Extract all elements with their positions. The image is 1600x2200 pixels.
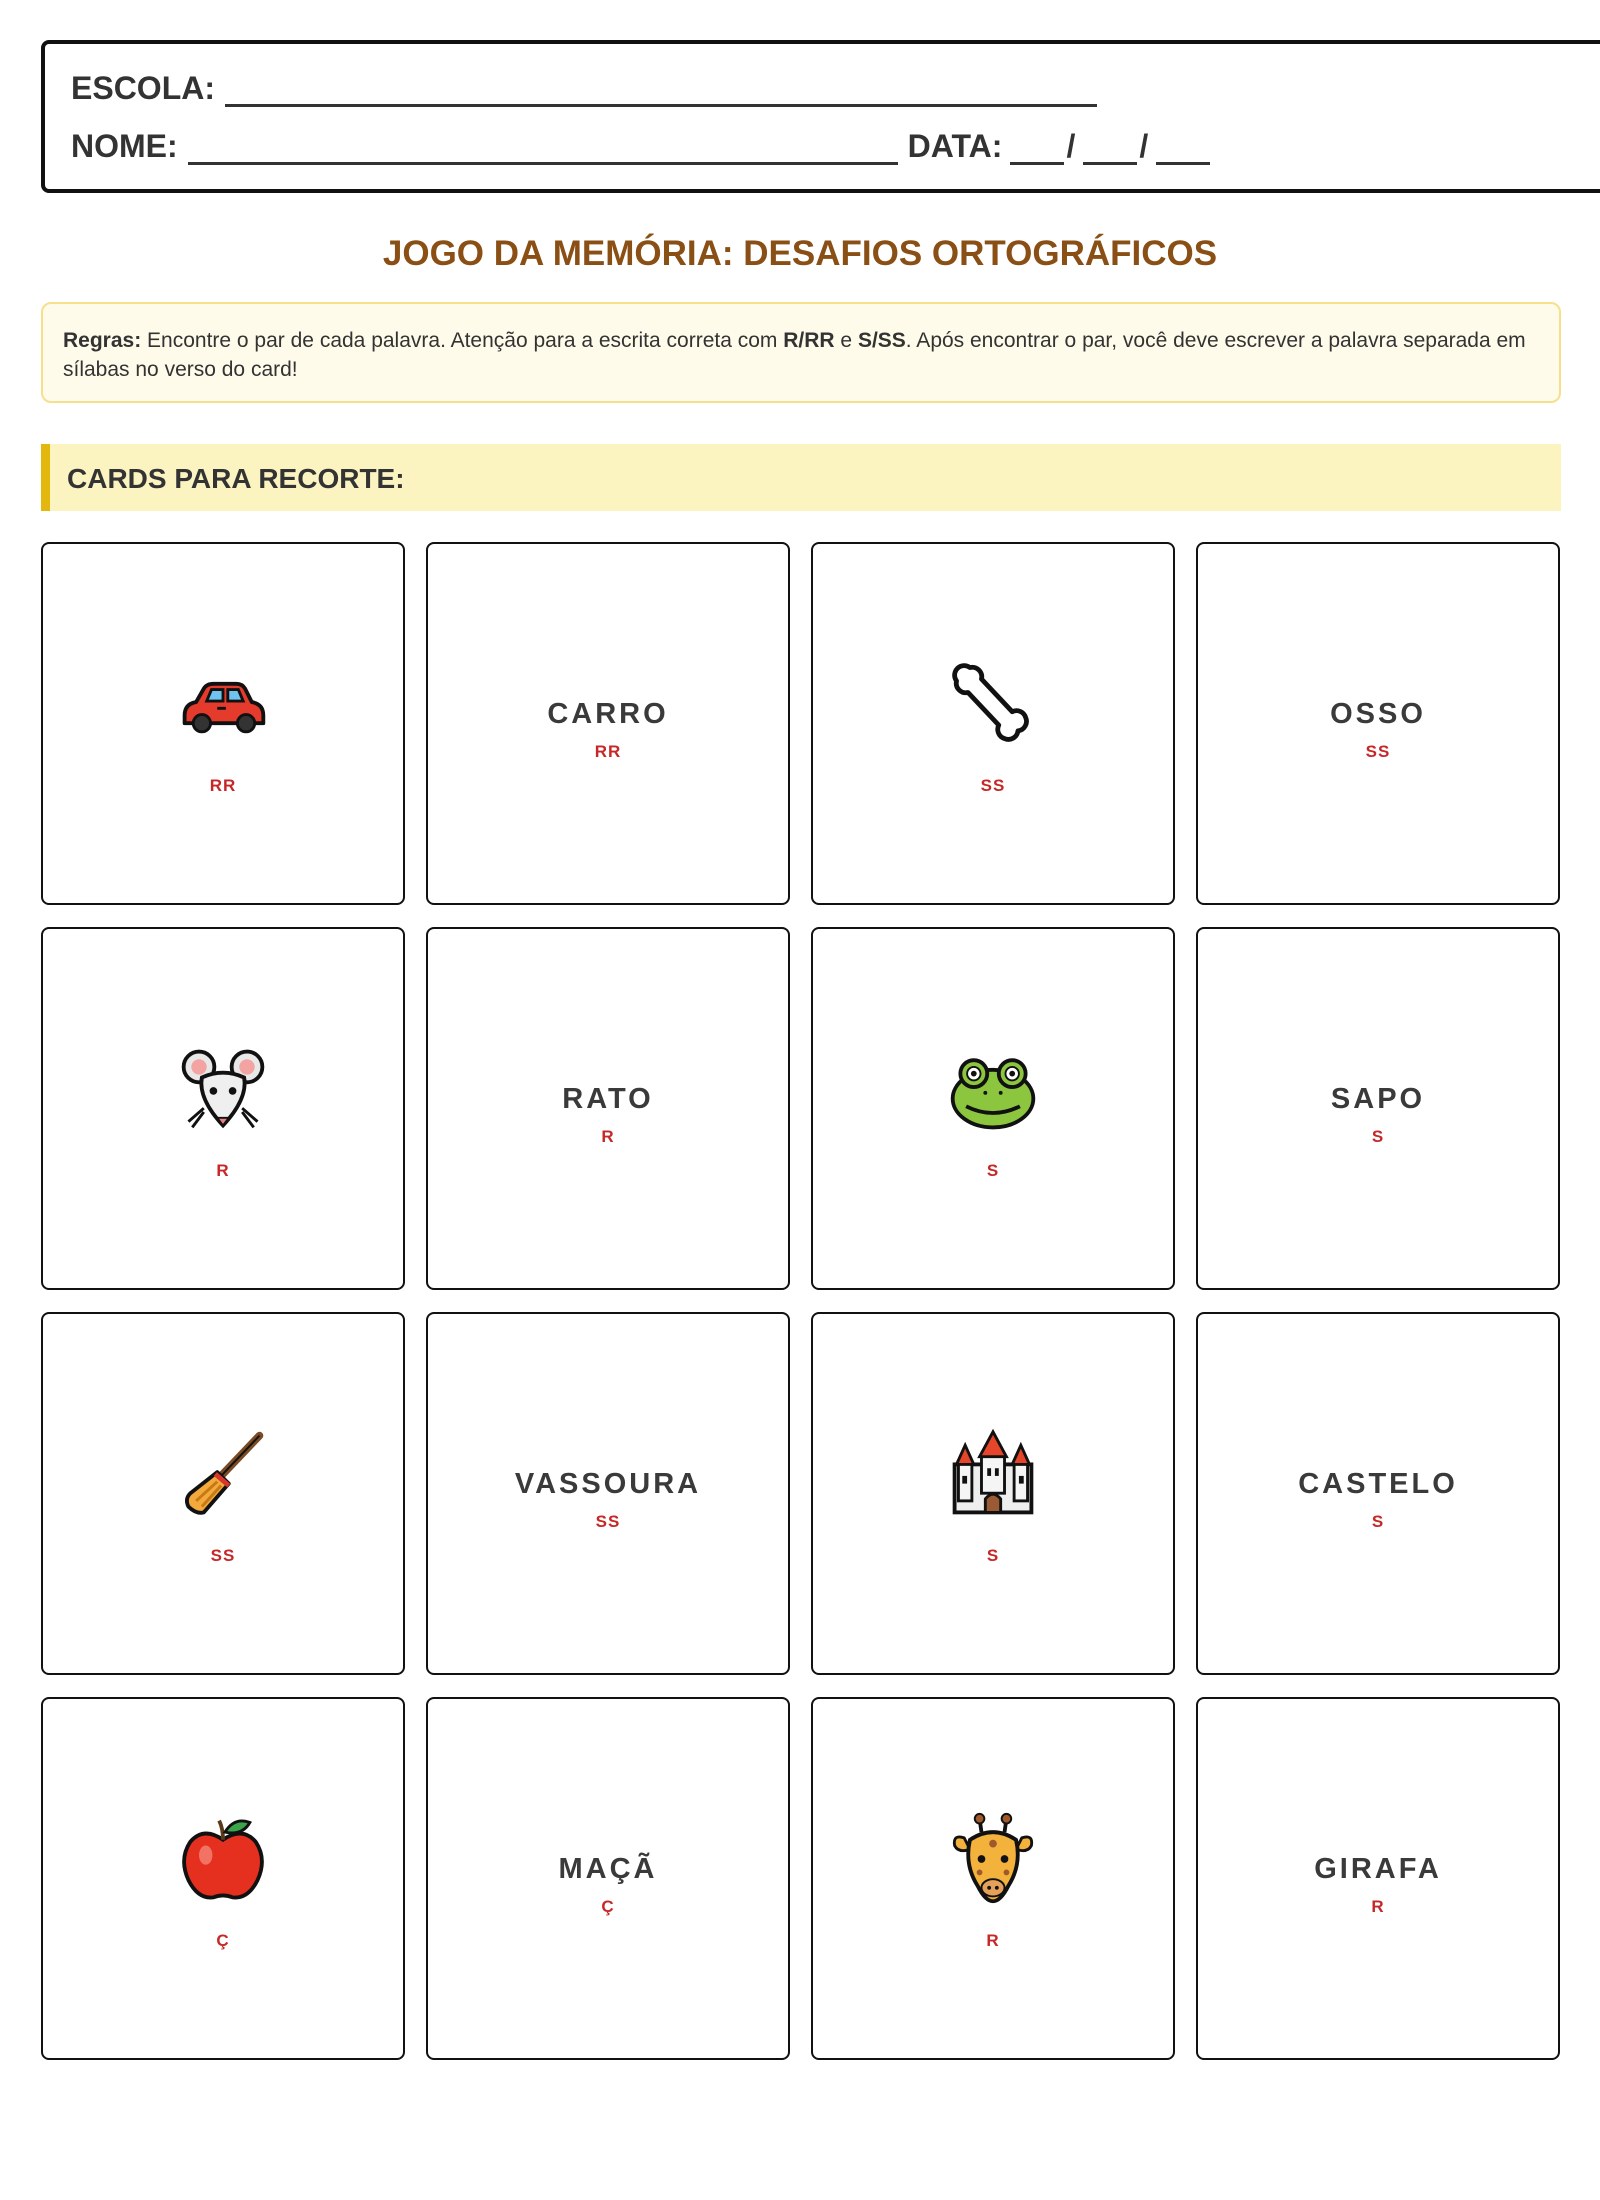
- data-label: DATA:: [907, 128, 1003, 164]
- word-card: [1196, 542, 1560, 905]
- rules-ss: S/SS: [857, 329, 906, 352]
- card-spelling-tag: RR: [209, 776, 237, 795]
- rules-and: e: [834, 329, 858, 352]
- card-spelling-tag: R: [216, 1161, 230, 1180]
- student-info-box: [41, 40, 1600, 193]
- nome-label: NOME:: [71, 128, 178, 164]
- date-year-blank: [1156, 132, 1210, 165]
- escola-label: ESCOLA:: [71, 70, 215, 106]
- picture-card: [41, 927, 405, 1290]
- card-spelling-tag: SS: [1365, 742, 1391, 761]
- word-card: [426, 927, 790, 1290]
- card-word: RATO: [562, 1083, 654, 1115]
- card-word: GIRAFA: [1314, 1853, 1442, 1885]
- nome-blank: [188, 132, 898, 165]
- escola-line: [71, 70, 1097, 107]
- word-card: [426, 542, 790, 905]
- picture-card: [811, 1312, 1175, 1675]
- card-spelling-tag: R: [601, 1127, 615, 1146]
- date-separator: /: [1139, 128, 1149, 164]
- card-spelling-tag: R: [1371, 1897, 1385, 1916]
- card-word: MAÇÃ: [558, 1853, 658, 1885]
- card-spelling-tag: R: [986, 1931, 1000, 1950]
- date-month-blank: [1083, 132, 1137, 165]
- card-spelling-tag: S: [986, 1161, 1000, 1180]
- date-day-blank: [1010, 132, 1064, 165]
- rules-box: [41, 302, 1561, 403]
- card-spelling-tag: Ç: [601, 1897, 615, 1916]
- card-spelling-tag: SS: [595, 1512, 621, 1531]
- section-header: [41, 444, 1561, 511]
- rules-rr: R/RR: [783, 329, 835, 352]
- picture-card: [41, 1697, 405, 2060]
- card-spelling-tag: S: [1371, 1512, 1385, 1531]
- rules-text: Encontre o par de cada palavra. Atenção para a escrita correta com: [141, 329, 784, 352]
- rules-label: Regras:: [63, 329, 142, 352]
- card-spelling-tag: S: [1371, 1127, 1385, 1146]
- page-title: JOGO DA MEMÓRIA: DESAFIOS ORTOGRÁFICOS: [382, 234, 1218, 273]
- card-spelling-tag: S: [986, 1546, 1000, 1565]
- word-card: [426, 1312, 790, 1675]
- picture-card: [811, 927, 1175, 1290]
- word-card: [426, 1697, 790, 2060]
- card-spelling-tag: Ç: [216, 1931, 230, 1950]
- word-card: [1196, 1312, 1560, 1675]
- word-card: [1196, 927, 1560, 1290]
- word-card: [1196, 1697, 1560, 2060]
- section-title: CARDS PARA RECORTE:: [67, 463, 405, 494]
- nome-data-line: [71, 128, 1210, 165]
- picture-card: [41, 1312, 405, 1675]
- card-word: OSSO: [1330, 698, 1426, 730]
- escola-blank: [225, 74, 1097, 107]
- card-spelling-tag: SS: [210, 1546, 236, 1565]
- rules-text-end: . Após encontrar o par, você deve escrever a palavra separada em sílabas no verso do card!: [63, 329, 1526, 381]
- card-spelling-tag: SS: [980, 776, 1006, 795]
- picture-card: [41, 542, 405, 905]
- picture-card: [811, 542, 1175, 905]
- card-word: CASTELO: [1298, 1468, 1458, 1500]
- card-word: VASSOURA: [514, 1468, 702, 1500]
- picture-card: [811, 1697, 1175, 2060]
- card-word: SAPO: [1330, 1083, 1426, 1115]
- card-grid: [41, 542, 1561, 2064]
- card-spelling-tag: RR: [594, 742, 622, 761]
- date-separator: /: [1066, 128, 1076, 164]
- card-word: CARRO: [547, 698, 669, 730]
